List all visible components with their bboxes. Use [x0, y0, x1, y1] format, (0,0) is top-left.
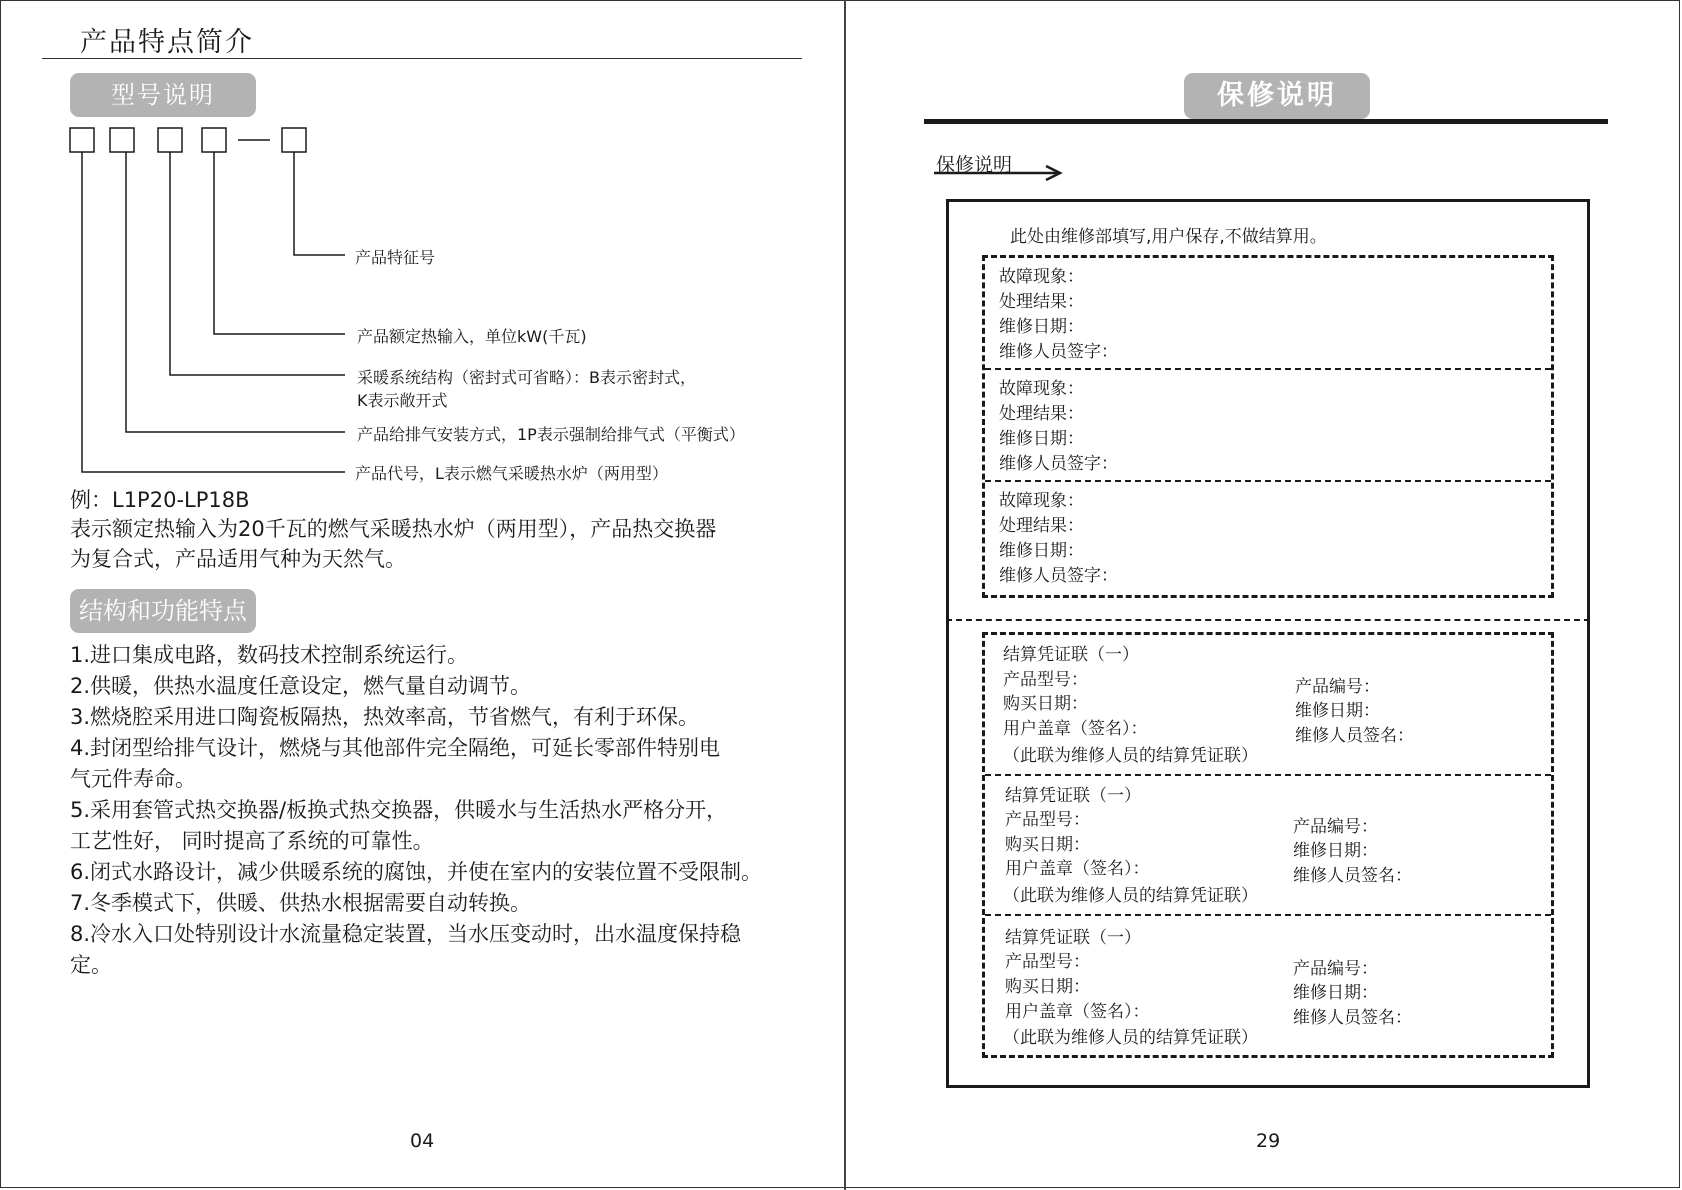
technician-signature-field: 维修人员签名： [1293, 866, 1412, 886]
product-serial-field: 产品编号： [1293, 959, 1378, 979]
example-text-line: 表示额定热输入为20千瓦的燃气采暖热水炉（两用型），产品热交换器 [70, 517, 717, 541]
result-field: 处理结果： [999, 404, 1084, 424]
technician-signature-field: 维修人员签名： [1295, 726, 1414, 746]
user-stamp-field: 用户盖章（签名）： [1003, 719, 1148, 739]
record-separator [985, 368, 1551, 370]
user-stamp-field: 用户盖章（签名）： [1005, 859, 1150, 879]
fault-field: 故障现象： [999, 267, 1084, 287]
purchase-date-field: 购买日期： [1005, 977, 1090, 997]
code-label-heat-input: 产品额定热输入，单位kW(千瓦) [357, 327, 587, 346]
example-text-line: 为复合式，产品适用气种为天然气。 [70, 547, 406, 571]
repair-date-field: 维修日期： [999, 541, 1084, 561]
example-code: 例：L1P20-LP18B [70, 488, 250, 512]
voucher-separator [985, 914, 1551, 916]
page-number: 29 [1256, 1130, 1281, 1152]
product-serial-field: 产品编号： [1295, 677, 1380, 697]
warranty-notice: 此处由维修部填写,用户保存,不做结算用。 [1010, 227, 1327, 247]
result-field: 处理结果： [999, 292, 1084, 312]
feature-line: 5.采用套管式热交换器/板换式热交换器，供暖水与生活热水严格分开， [70, 798, 728, 822]
warranty-title: 保修说明 [1184, 73, 1370, 119]
product-model-field: 产品型号： [1005, 952, 1090, 972]
code-box-5 [282, 128, 306, 152]
cut-line [946, 619, 1590, 621]
repair-date-field: 维修日期： [1293, 983, 1378, 1003]
feature-line: 气元件寿命。 [70, 767, 196, 791]
fault-field: 故障现象： [999, 379, 1084, 399]
feature-line: 8.冷水入口处特别设计水流量稳定装置，当水压变动时，出水温度保持稳 [70, 922, 742, 946]
structure-section-label: 结构和功能特点 [70, 589, 256, 633]
feature-line: 2.供暖，供热水温度任意设定，燃气量自动调节。 [70, 674, 532, 698]
arrow-right-icon [932, 165, 1066, 181]
page-number: 04 [410, 1130, 435, 1152]
technician-signature-field: 维修人员签名： [1293, 1008, 1412, 1028]
code-box-3 [158, 128, 182, 152]
leader-line-heat-input [214, 152, 345, 334]
code-box-1 [70, 128, 94, 152]
right-page [846, 0, 1682, 1190]
product-model-field: 产品型号： [1005, 810, 1090, 830]
feature-line: 1.进口集成电路，数码技术控制系统运行。 [70, 643, 469, 667]
voucher-note: （此联为维修人员的结算凭证联） [1003, 1028, 1258, 1048]
feature-line: 定。 [70, 953, 112, 977]
voucher-heading: 结算凭证联（一） [1003, 645, 1139, 665]
repair-record-group [982, 255, 1554, 598]
feature-line: 6.闭式水路设计，减少供暖系统的腐蚀，并使在室内的安装位置不受限制。 [70, 860, 763, 884]
result-field: 处理结果： [999, 516, 1084, 536]
product-model-field: 产品型号： [1003, 670, 1088, 690]
code-label-feature: 产品特征号 [355, 248, 436, 267]
voucher-separator [985, 774, 1551, 776]
feature-list [70, 640, 830, 981]
code-label-exhaust: 产品给排气安装方式，1P表示强制给排气式（平衡式） [357, 425, 745, 444]
purchase-date-field: 购买日期： [1003, 694, 1088, 714]
repair-date-field: 维修日期： [1295, 701, 1380, 721]
code-label-heating-structure: 采暖系统结构（密封式可省略）：B表示密封式， [357, 368, 696, 387]
repair-date-field: 维修日期： [1293, 841, 1378, 861]
leader-line-feature [294, 152, 345, 255]
feature-line: 7.冬季模式下，供暖、供热水根据需要自动转换。 [70, 891, 532, 915]
feature-line: 工艺性好， 同时提高了系统的可靠性。 [70, 829, 434, 853]
fault-field: 故障现象： [999, 491, 1084, 511]
record-separator [985, 480, 1551, 482]
repair-date-field: 维修日期： [999, 429, 1084, 449]
feature-line: 3.燃烧腔采用进口陶瓷板隔热，热效率高，节省燃气，有利于环保。 [70, 705, 700, 729]
product-serial-field: 产品编号： [1293, 817, 1378, 837]
repair-date-field: 维修日期： [999, 317, 1084, 337]
voucher-heading: 结算凭证联（一） [1005, 928, 1141, 948]
technician-signature-field: 维修人员签字： [999, 566, 1118, 586]
code-box-2 [110, 128, 134, 152]
voucher-note: （此联为维修人员的结算凭证联） [1003, 886, 1258, 906]
voucher-heading: 结算凭证联（一） [1005, 786, 1141, 806]
purchase-date-field: 购买日期： [1005, 835, 1090, 855]
technician-signature-field: 维修人员签字： [999, 342, 1118, 362]
code-label-product-code: 产品代号，L表示燃气采暖热水炉（两用型） [355, 464, 668, 483]
voucher-note: （此联为维修人员的结算凭证联） [1003, 746, 1258, 766]
settlement-voucher-group [982, 632, 1554, 1058]
feature-line: 4.封闭型给排气设计，燃烧与其他部件完全隔绝，可延长零部件特别电 [70, 736, 721, 760]
title-rule [924, 119, 1608, 124]
leader-line-heating-structure [170, 152, 345, 375]
user-stamp-field: 用户盖章（签名）： [1005, 1002, 1150, 1022]
leader-line-exhaust [126, 152, 345, 432]
model-section-label: 型号说明 [70, 73, 256, 117]
technician-signature-field: 维修人员签字： [999, 454, 1118, 474]
warranty-sub-label: 保修说明 [936, 154, 1013, 176]
page-title: 产品特点简介 [80, 27, 254, 58]
code-label-heating-structure-cont: K表示敞开式 [357, 391, 448, 410]
code-box-4 [202, 128, 226, 152]
